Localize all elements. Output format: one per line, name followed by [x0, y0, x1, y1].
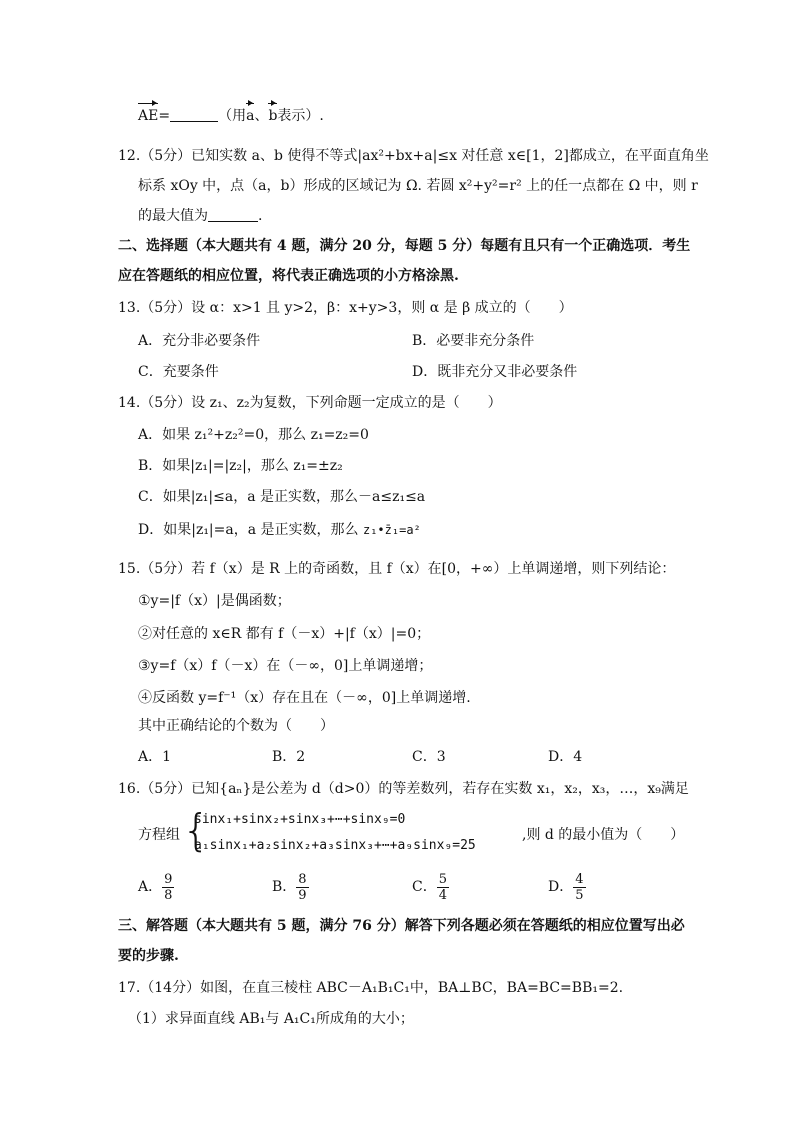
- q13-option-d[interactable]: D．既非充分又非必要条件: [412, 364, 578, 380]
- q15-stem: 15.（5分）若 f（x）是 R 上的奇函数，且 f（x）在[0，+∞）上单调递增，则下列结论：: [118, 561, 676, 577]
- q12-line3: 的最大值为 .: [138, 208, 263, 224]
- section2-heading-line2: 应在答题纸的相应位置，将代表正确选项的小方格涂黑.: [118, 268, 459, 284]
- q15-option-b[interactable]: B．2: [272, 749, 306, 765]
- q13-option-a[interactable]: A．充分非必要条件: [138, 333, 261, 349]
- q15-option-a[interactable]: A．1: [138, 749, 172, 765]
- q15-question: 其中正确结论的个数为（ ）: [138, 718, 334, 734]
- fraction: $\frac{9}{8}$: [164, 871, 173, 903]
- q15-statement-2: ②对任意的 x∈R 都有 f（－x）+|f（x）|=0；: [138, 626, 431, 642]
- fraction: $\frac{8}{9}$: [298, 871, 307, 903]
- fraction: $\frac{5}{4}$: [438, 871, 447, 903]
- section3-heading-line2: 要的步骤.: [118, 948, 179, 964]
- section2-heading-line1: 二、选择题（本大题共有 4 题，满分 20 分，每题 5 分）每题有且只有一个正确选项．考生: [118, 238, 691, 254]
- q16-stem: 16.（5分）已知{aₙ}是公差为 d（d>0）的等差数列，若存在实数 x₁，x₂，x₃，…，x₉满足: [118, 781, 689, 797]
- section3-heading-line1: 三、解答题（本大题共有 5 题，满分 76 分）解答下列各题必须在答题纸的相应位置写出必: [118, 918, 685, 934]
- q16-option-c[interactable]: C． $\frac{5}{4}$: [412, 871, 447, 903]
- fraction: $\frac{4}{5}$: [575, 871, 584, 903]
- q12-line2: 标系 xOy 中，点（a，b）形成的区域记为 Ω. 若圆 x²+y²=r² 上的任一点都在 Ω 中，则 r: [138, 178, 698, 194]
- q15-statement-3: ③y=f（x）f（－x）在（－∞，0]上单调递增；: [138, 658, 433, 674]
- q16-option-b[interactable]: B． $\frac{8}{9}$: [272, 871, 307, 903]
- left-brace: {: [182, 805, 210, 856]
- q13-option-c[interactable]: C．充要条件: [138, 364, 219, 380]
- q14-option-a[interactable]: A．如果 z₁²+z₂²=0，那么 z₁=z₂=0: [138, 427, 369, 443]
- q12-line1: 12.（5分）已知实数 a、b 使得不等式|ax²+bx+a|≤x 对任意 x∈[1，2]都成立，在平面直角坐: [118, 148, 709, 164]
- q14-option-c[interactable]: C．如果|z₁|≤a，a 是正实数，那么－a≤z₁≤a: [138, 489, 426, 505]
- q15-statement-1: ①y=|f（x）|是偶函数；: [138, 593, 291, 609]
- q14-d-formula: z₁•z̄₁=a²: [362, 523, 421, 537]
- q13-stem: 13.（5分）设 α：x>1 且 y>2，β：x+y>3，则 α 是 β 成立的（ ）: [118, 300, 573, 316]
- q11-answer-line: AE= （用a、b表示）.: [138, 108, 324, 124]
- q16-question: ,则 d 的最小值为（ ）: [522, 827, 685, 843]
- q14-option-d[interactable]: D．如果|z₁|=a，a 是正实数，那么 z₁•z̄₁=a²: [138, 522, 421, 538]
- q13-option-b[interactable]: B．必要非充分条件: [412, 333, 535, 349]
- q16-equation-1: sinx₁+sinx₂+sinx₃+⋯+sinx₉=0: [194, 812, 406, 827]
- q17-part1: （1）求异面直线 AB₁与 A₁C₁所成角的大小；: [128, 1011, 414, 1027]
- q16-equation-2: a₁sinx₁+a₂sinx₂+a₃sinx₃+⋯+a₉sinx₉=25: [194, 838, 476, 853]
- q16-system-label: 方程组: [138, 827, 180, 843]
- q16-option-a[interactable]: A． $\frac{9}{8}$: [138, 871, 173, 903]
- answer-blank[interactable]: [170, 107, 218, 122]
- q15-option-d[interactable]: D．4: [548, 749, 583, 765]
- vector-ae: AE: [138, 108, 159, 124]
- answer-blank[interactable]: [208, 207, 258, 222]
- q14-stem: 14.（5分）设 z₁、z₂为复数，下列命题一定成立的是（ ）: [118, 395, 502, 411]
- q14-option-b[interactable]: B．如果|z₁|=|z₂|，那么 z₁=±z₂: [138, 458, 343, 474]
- q15-statement-4: ④反函数 y=f⁻¹（x）存在且在（－∞，0]上单调递增.: [138, 690, 471, 706]
- q16-option-d[interactable]: D． $\frac{4}{5}$: [548, 871, 584, 903]
- q15-option-c[interactable]: C．3: [412, 749, 446, 765]
- q17-stem: 17.（14分）如图，在直三棱柱 ABC－A₁B₁C₁中，BA⊥BC，BA=BC=BB₁=2.: [118, 980, 624, 996]
